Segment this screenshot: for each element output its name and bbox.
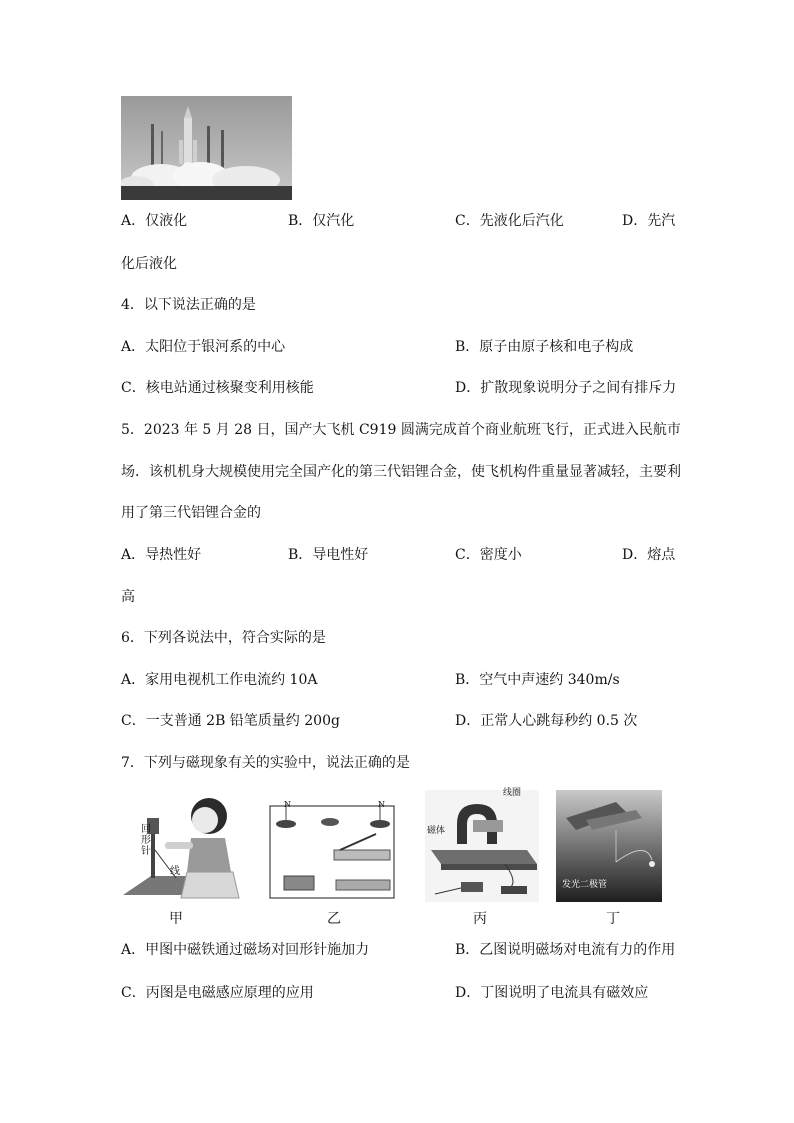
q5-option-b: B．导电性好 (288, 547, 369, 563)
figure-jia-annotation-xian: 线 (170, 866, 180, 877)
figure-bing-annotation-coil: 线圈 (503, 788, 522, 798)
q4-option-d: D．扩散现象说明分子之间有排斥力 (455, 380, 677, 396)
q5-option-c: C．密度小 (455, 547, 522, 563)
q5-stem-line1: 5．2023 年 5 月 28 日，国产大飞机 C919 圆满完成首个商业航班飞行，正式进入民航市 (121, 422, 681, 438)
q7-option-c: C．丙图是电磁感应原理的应用 (121, 985, 314, 1001)
q7-stem: 7．下列与磁现象有关的实验中，说法正确的是 (121, 755, 410, 771)
figure-yi-annotation-n-left: N (284, 800, 291, 809)
q3-option-c: C．先液化后汽化 (455, 213, 564, 229)
figure-bing-annotation-magnet: 磁体 (427, 826, 446, 836)
figure-ding-label: 丁 (606, 911, 620, 927)
q3-option-d: D．先汽 (622, 213, 676, 229)
q6-option-d: D．正常人心跳每秒约 0.5 次 (455, 713, 638, 729)
figure-ding-annotation-led: 发光二极管 (562, 880, 608, 890)
q5-stem-line2: 场．该机机身大规模使用完全国产化的第三代铝锂合金，使飞机构件重量显著减轻，主要利 (121, 464, 681, 480)
figure-bing-label: 丙 (473, 911, 487, 927)
rocket-launch-photo (121, 96, 292, 200)
figure-jia-annotation-xing: 形 (141, 835, 151, 846)
q3-option-d-continued: 化后液化 (121, 256, 177, 272)
figure-jia-annotation-zhen: 针 (141, 846, 151, 857)
q6-option-b: B．空气中声速约 340m/s (455, 672, 620, 688)
q4-option-c: C．核电站通过核聚变利用核能 (121, 380, 314, 396)
q3-option-b: B．仅汽化 (288, 213, 355, 229)
q7-option-d: D．丁图说明了电流具有磁效应 (455, 985, 649, 1001)
figure-yi-label: 乙 (327, 911, 341, 927)
q4-option-b: B．原子由原子核和电子构成 (455, 339, 634, 355)
q6-option-a: A．家用电视机工作电流约 10A (121, 672, 318, 688)
q4-option-a: A．太阳位于银河系的中心 (121, 339, 286, 355)
figure-yi-annotation-n-right: N (378, 800, 385, 809)
figure-jia-annotation-hui: 回 (141, 824, 151, 835)
q4-stem: 4．以下说法正确的是 (121, 297, 256, 313)
figure-jia-label: 甲 (169, 911, 183, 927)
q5-option-d-continued: 高 (121, 589, 135, 605)
q3-option-a: A．仅液化 (121, 213, 188, 229)
q7-option-b: B．乙图说明磁场对电流有力的作用 (455, 942, 676, 958)
q5-stem-line3: 用了第三代铝锂合金的 (121, 505, 261, 521)
figure-jia-girl-magnet (121, 790, 243, 902)
q5-option-d: D．熔点 (622, 547, 676, 563)
q5-option-a: A．导热性好 (121, 547, 202, 563)
figure-bing-generator (425, 790, 539, 902)
q6-option-c: C．一支普通 2B 铅笔质量约 200g (121, 713, 340, 729)
q6-stem: 6．下列各说法中，符合实际的是 (121, 630, 326, 646)
q7-option-a: A．甲图中磁铁通过磁场对回形针施加力 (121, 942, 370, 958)
